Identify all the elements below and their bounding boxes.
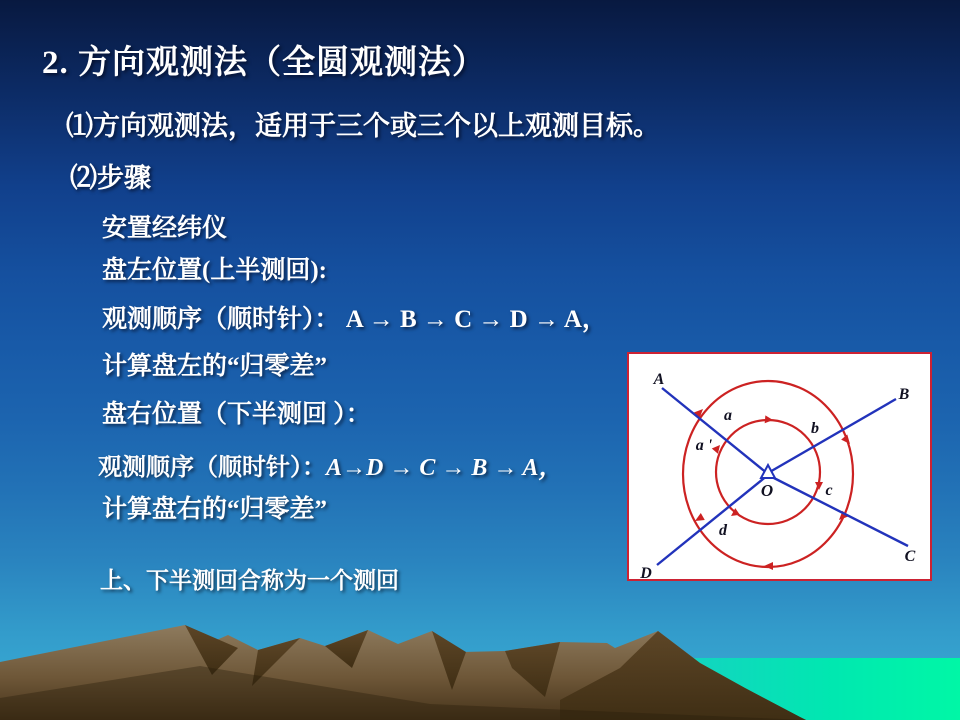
label-angle-a-prime: a ' — [695, 437, 713, 454]
observation-diagram-svg — [629, 354, 930, 579]
label-station-O: O — [760, 481, 774, 500]
step-order-left-prefix: 观测顺序（顺时针）： — [102, 306, 346, 333]
ray-to-D — [657, 475, 768, 565]
label-point-D: D — [640, 565, 652, 579]
step-order-right-prefix: 观测顺序（顺时针）： — [98, 455, 326, 481]
sight-rays — [657, 388, 908, 565]
mountain-graphic — [0, 588, 960, 720]
step-compute-right: 计算盘右的“归零差” — [102, 496, 328, 523]
step-order-face-right — [98, 447, 562, 482]
footer-note: 上、下半测回合称为一个测回 — [100, 568, 399, 593]
label-angle-b: b — [811, 420, 819, 437]
label-angle-c: c — [825, 482, 833, 499]
step-setup-theodolite: 安置经纬仪 — [102, 215, 228, 242]
step-face-right: 盘右位置（下半测回 ）： — [102, 401, 371, 428]
step-order-left-sequence: A → B → C → D → A， — [345, 306, 607, 333]
step-face-left: 盘左位置(上半测回): — [102, 257, 327, 284]
slide-title: 2. 方向观测法（全圆观测法） — [42, 45, 486, 81]
ray-to-B — [768, 399, 896, 473]
ray-to-C — [768, 475, 908, 546]
step-order-face-left — [102, 299, 607, 335]
label-angle-d: d — [719, 522, 727, 539]
observation-diagram — [627, 352, 932, 581]
intro-line: ⑴方向观测法，适用于三个或三个以上观测目标。 — [66, 111, 660, 141]
label-point-C: C — [904, 548, 916, 565]
steps-heading: ⑵步骤 — [70, 163, 151, 193]
step-compute-left: 计算盘左的“归零差” — [102, 353, 328, 380]
step-order-right-sequence: A→D → C → B → A， — [326, 455, 563, 481]
label-point-A: A — [653, 371, 665, 388]
label-angle-a: a — [724, 407, 732, 424]
label-point-B: B — [898, 386, 910, 403]
